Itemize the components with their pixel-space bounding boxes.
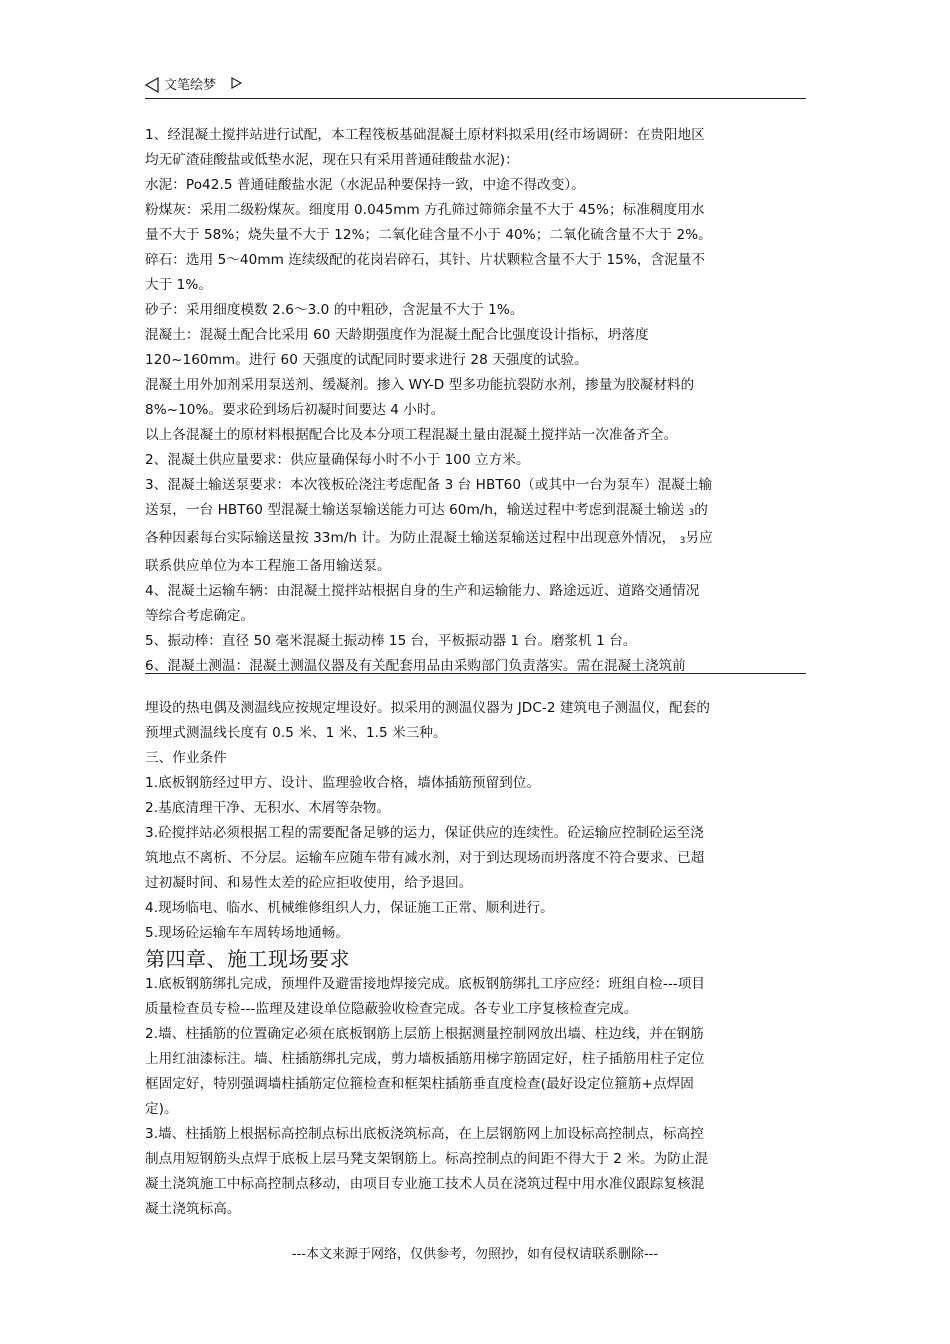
text-line: 量不大于 58%；烧失量不大于 12%；二氧化硅含量不小于 40%；二氧化硫含量不大于 2%。	[145, 227, 712, 243]
subscript-mark: 3	[688, 508, 695, 518]
text-line: 框固定好，特别强调墙柱插筋定位箍检查和框架柱插筋垂直度检查(最好设定位箍筋+点焊固	[145, 1076, 694, 1092]
text-line: 埋设的热电偶及测温线应按规定埋设好。拟采用的测温仪器为 JDC-2 建筑电子测温仪，配套的	[145, 700, 710, 716]
text-line: 3.墙、柱插筋上根据标高控制点标出底板浇筑标高，在上层钢筋网上加设标高控制点，标高控	[145, 1126, 704, 1142]
text-line: 预埋式测温线长度有 0.5 米、1 米、1.5 米三种。	[145, 725, 447, 741]
text-line: 均无矿渣硅酸盐或低垫水泥，现在只有采用普通硅酸盐水泥)：	[145, 152, 519, 168]
text-line: 3、混凝土输送泵要求：本次筏板砼浇注考虑配备 3 台 HBT60（或其中一台为泵车）混凝土输	[145, 477, 713, 493]
text-line: 粉煤灰：采用二级粉煤灰。细度用 0.045mm 方孔筛过筛筛余量不大于 45%；标准稠度用水	[145, 202, 705, 218]
section-materials	[145, 123, 806, 679]
text-line: 凝土浇筑施工中标高控制点移动，由项目专业施工技术人员在浇筑过程中用水准仪跟踪复核混	[145, 1176, 705, 1192]
subscript-mark: 3	[679, 536, 686, 546]
text-line: 碎石：选用 5～40mm 连续级配的花岗岩碎石，其针、片状颗粒含量不大于 15%，含泥量不	[145, 252, 706, 268]
text-line: 水泥：Po42.5 普通硅酸盐水泥（水泥品种要保持一致，中途不得改变）。	[145, 177, 585, 193]
text-line: 筑地点不离析、不分层。运输车应随车带有减水剂，对于到达现场而坍落度不符合要求、已超	[145, 850, 705, 866]
section-conditions	[145, 696, 806, 1222]
text-line: 120~160mm。进行 60 天强度的试配同时要求进行 28 天强度的试验。	[145, 352, 588, 368]
chapter-title: 第四章、施工现场要求	[145, 947, 350, 971]
text-line: 2.基底清理干净、无积水、木屑等杂物。	[145, 800, 391, 816]
text-line: 2.墙、柱插筋的位置确定必须在底板钢筋上层筋上根据测量控制网放出墙、柱边线，并在钢筋	[145, 1026, 704, 1042]
page-divider	[145, 673, 806, 674]
text-line: 质量检查员专检---监理及建设单位隐蔽验收检查完成。各专业工序复核检查完成。	[145, 1001, 638, 1017]
text-line: 4.现场临电、临水、机械维修组织人力，保证施工正常、顺利进行。	[145, 900, 554, 916]
section-heading: 三、作业条件	[145, 750, 227, 766]
footer-disclaimer: ---本文来源于网络，仅供参考，勿照抄，如有侵权请联系删除---	[291, 1247, 659, 1262]
text-line: 大于 1%。	[145, 277, 212, 293]
text-line: 4、混凝土运输车辆：由混凝土搅拌站根据自身的生产和运输能力、路途远近、道路交通情况	[145, 583, 700, 599]
text-line: 3.砼搅拌站必须根据工程的需要配备足够的运力，保证供应的连续性。砼运输应控制砼运至浇	[145, 825, 704, 841]
text-line: 1、经混凝土搅拌站进行试配，本工程筏板基础混凝土原材料拟采用(经市场调研：在贵阳地区	[145, 127, 705, 143]
header-title: 文笔绘梦	[164, 78, 217, 93]
text-line: 混凝土：混凝土配合比采用 60 天龄期强度作为混凝土配合比强度设计指标，坍落度	[145, 327, 649, 343]
text-line: 砂子：采用细度模数 2.6～3.0 的中粗砂，含泥量不大于 1%。	[145, 302, 524, 318]
text-line: 制点用短钢筋头点焊于底板上层马凳支架钢筋上。标高控制点的间距不得大于 2 米。为防止混	[145, 1151, 709, 1167]
text-line: 上用红油漆标注。墙、柱插筋绑扎完成，剪力墙板插筋用梯字筋固定好，柱子插筋用柱子定位	[145, 1051, 705, 1067]
text-line: 2、混凝土供应量要求：供应量确保每小时不小于 100 立方米。	[145, 452, 530, 468]
text-line: 1.底板钢筋经过甲方、设计、监理验收合格，墙体插筋预留到位。	[145, 775, 541, 791]
text-line: 送泵，一台 HBT60 型混凝土输送泵输送能力可达 60m/h，输送过程中考虑到混凝土输送 3的	[145, 502, 708, 518]
text-line: 联系供应单位为本工程施工备用输送泵。	[145, 558, 391, 574]
triangle-right-icon	[231, 77, 242, 89]
text-line: 定)。	[145, 1101, 178, 1117]
text-line: 凝土浇筑标高。	[145, 1201, 241, 1217]
text-line: 过初凝时间、和易性太差的砼应拒收使用，给予退回。	[145, 875, 473, 891]
text-line: 1.底板钢筋绑扎完成，预埋件及避雷接地焊接完成。底板钢筋绑扎工序应经：班组自检---项目	[145, 976, 706, 992]
text-line: 混凝土用外加剂采用泵送剂、缓凝剂。掺入 WY-D 型多功能抗裂防水剂，掺量为胶凝材料的	[145, 377, 695, 393]
text-line: 5、振动棒：直径 50 毫米混凝土振动棒 15 台，平板振动器 1 台。磨浆机 1 台。	[145, 633, 637, 649]
text-line: 以上各混凝土的原材料根据配合比及本分项工程混凝土量由混凝土搅拌站一次准备齐全。	[145, 427, 678, 443]
text-line: 等综合考虑确定。	[145, 608, 255, 624]
text-line: 6、混凝土测温：混凝土测温仪器及有关配套用品由采购部门负责落实。需在混凝土浇筑前	[145, 658, 686, 674]
page-header	[145, 74, 806, 99]
text-line: 各种因素每台实际输送量按 33m/h 计。为防止混凝土输送泵输送过程中出现意外情况， 3另应	[145, 530, 713, 546]
text-line: 5.现场砼运输车车周转场地通畅。	[145, 925, 350, 941]
triangle-left-icon	[145, 77, 159, 93]
text-line: 8%~10%。要求砼到场后初凝时间要达 4 小时。	[145, 402, 445, 418]
